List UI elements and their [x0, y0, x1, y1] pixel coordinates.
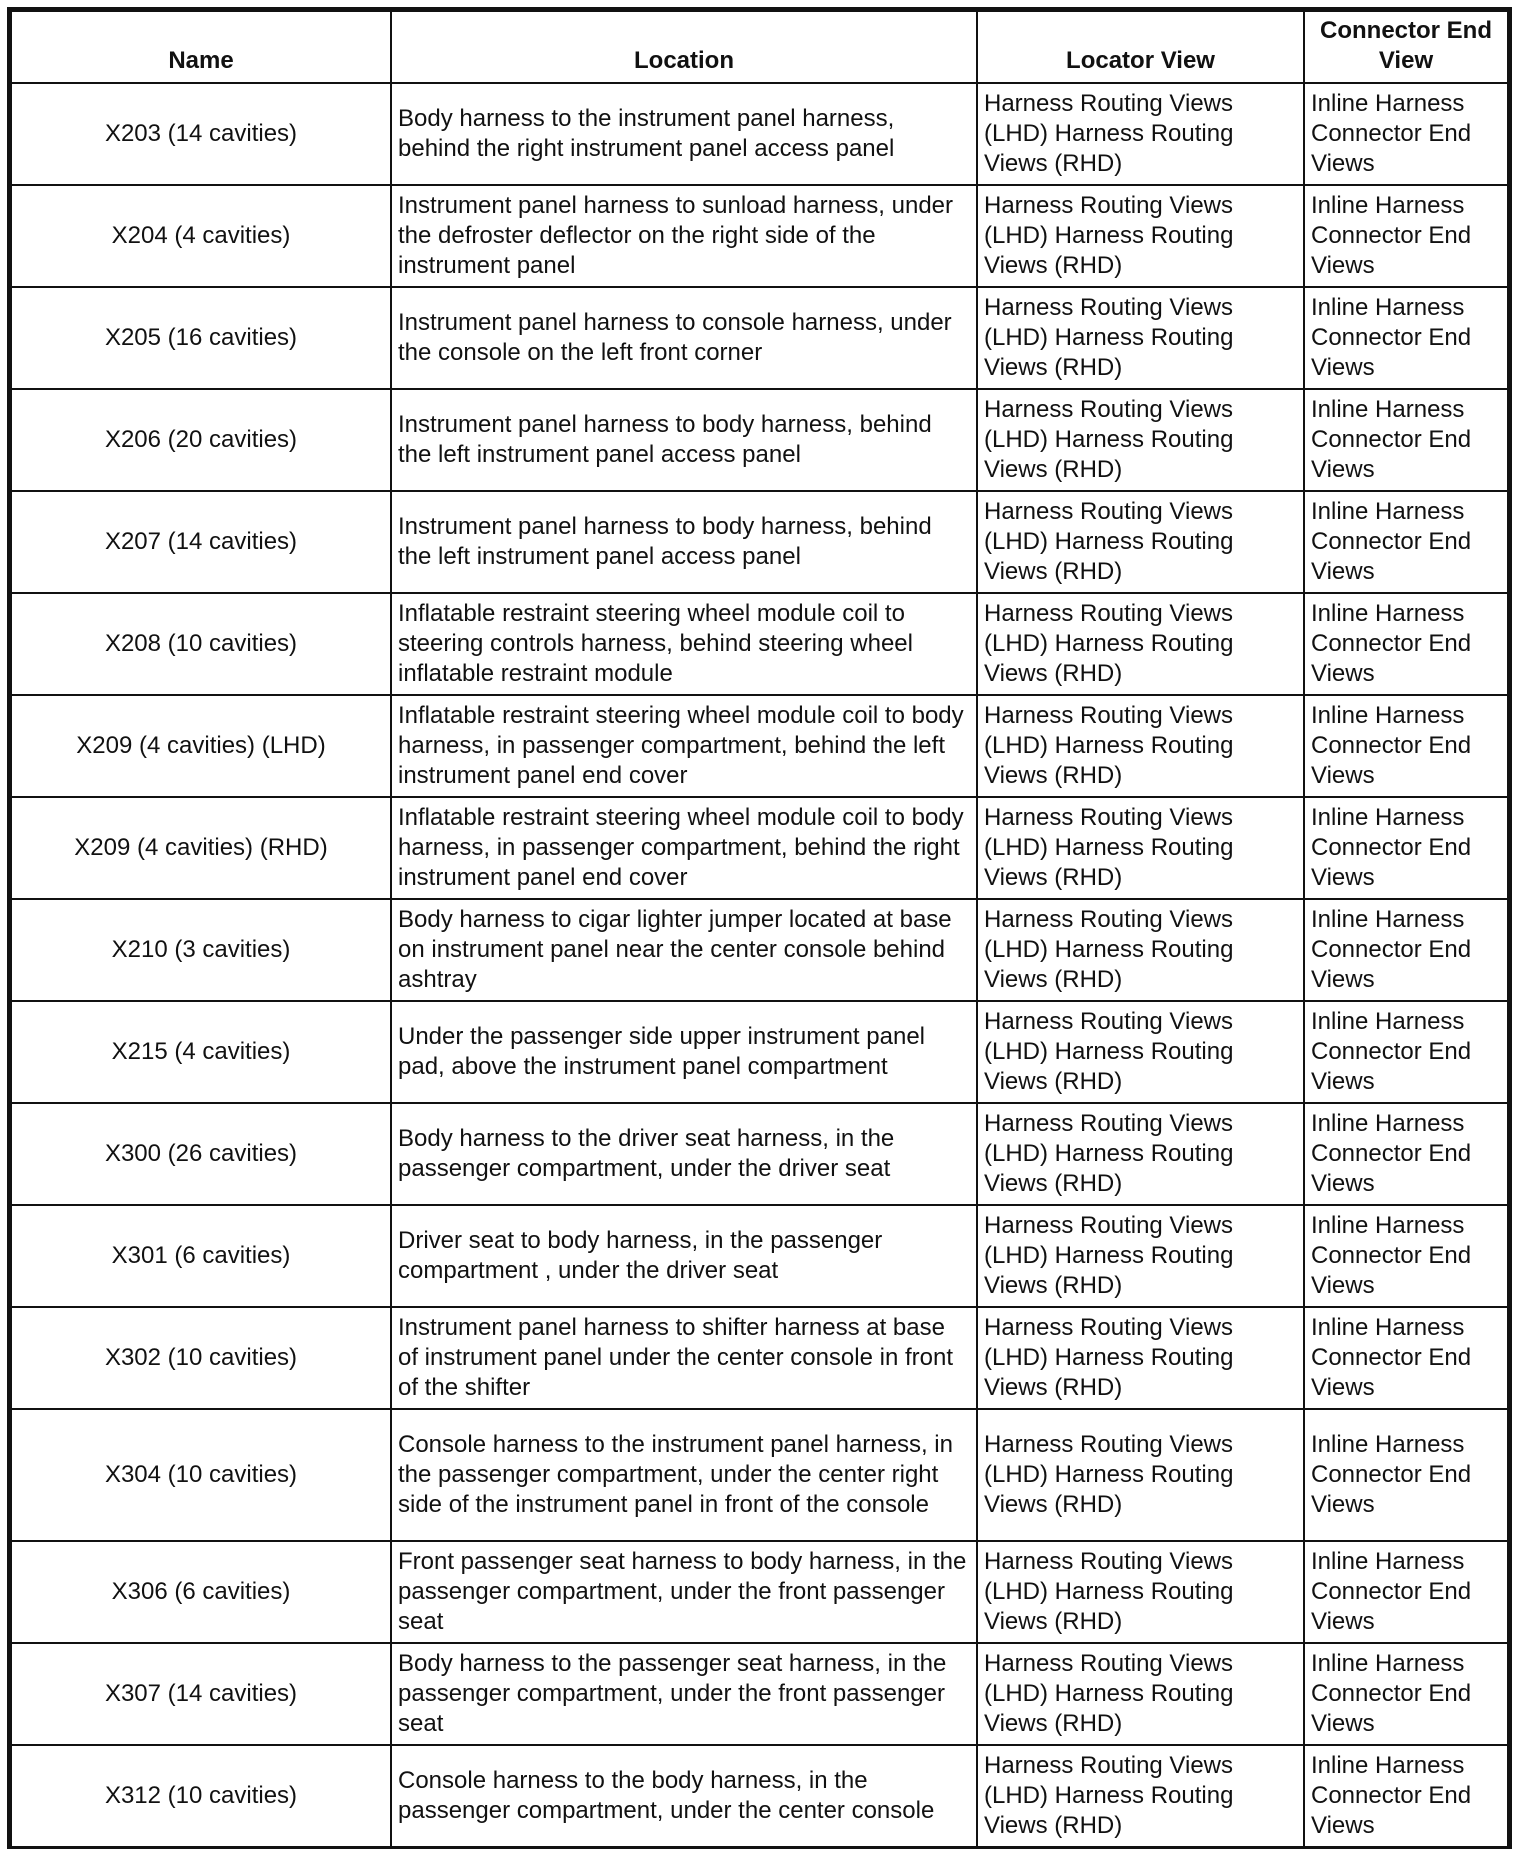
cell-connector-end-view-link[interactable]: Inline Harness Connector End Views — [1304, 287, 1508, 389]
cell-connector-end-view-link[interactable]: Inline Harness Connector End Views — [1304, 389, 1508, 491]
cell-connector-end-view-link[interactable]: Inline Harness Connector End Views — [1304, 1745, 1508, 1847]
cell-location: Body harness to cigar lighter jumper located at base on instrument panel near the center console behind ashtray — [391, 899, 977, 1001]
cell-location: Body harness to the passenger seat harness, in the passenger compartment, under the front passenger seat — [391, 1643, 977, 1745]
cell-location: Console harness to the body harness, in the passenger compartment, under the center console — [391, 1745, 977, 1847]
table-row — [11, 1103, 1508, 1205]
table-row — [11, 1205, 1508, 1307]
cell-connector-end-view-link[interactable]: Inline Harness Connector End Views — [1304, 1409, 1508, 1541]
cell-connector-end-view-link[interactable]: Inline Harness Connector End Views — [1304, 185, 1508, 287]
cell-name: X205 (16 cavities) — [11, 287, 391, 389]
table-row — [11, 797, 1508, 899]
cell-name: X300 (26 cavities) — [11, 1103, 391, 1205]
cell-name: X302 (10 cavities) — [11, 1307, 391, 1409]
table-row — [11, 593, 1508, 695]
cell-locator-view-link[interactable]: Harness Routing Views (LHD) Harness Routing Views (RHD) — [977, 1001, 1304, 1103]
cell-location: Instrument panel harness to console harness, under the console on the left front corner — [391, 287, 977, 389]
cell-name: X208 (10 cavities) — [11, 593, 391, 695]
cell-name: X312 (10 cavities) — [11, 1745, 391, 1847]
cell-name: X209 (4 cavities) (LHD) — [11, 695, 391, 797]
cell-connector-end-view-link[interactable]: Inline Harness Connector End Views — [1304, 695, 1508, 797]
cell-locator-view-link[interactable]: Harness Routing Views (LHD) Harness Routing Views (RHD) — [977, 1103, 1304, 1205]
cell-location: Instrument panel harness to body harness, behind the left instrument panel access panel — [391, 491, 977, 593]
cell-connector-end-view-link[interactable]: Inline Harness Connector End Views — [1304, 1643, 1508, 1745]
table-row — [11, 83, 1508, 185]
table-row — [11, 899, 1508, 1001]
cell-location: Inflatable restraint steering wheel module coil to body harness, in passenger compartment, behind the right instrument panel end cover — [391, 797, 977, 899]
cell-locator-view-link[interactable]: Harness Routing Views (LHD) Harness Routing Views (RHD) — [977, 593, 1304, 695]
cell-name: X207 (14 cavities) — [11, 491, 391, 593]
table-header — [11, 11, 1508, 83]
cell-connector-end-view-link[interactable]: Inline Harness Connector End Views — [1304, 1001, 1508, 1103]
cell-connector-end-view-link[interactable]: Inline Harness Connector End Views — [1304, 1103, 1508, 1205]
cell-name: X209 (4 cavities) (RHD) — [11, 797, 391, 899]
cell-locator-view-link[interactable]: Harness Routing Views (LHD) Harness Routing Views (RHD) — [977, 899, 1304, 1001]
cell-location: Console harness to the instrument panel harness, in the passenger compartment, under the center right side of the instrument panel in front of the console — [391, 1409, 977, 1541]
cell-location: Front passenger seat harness to body harness, in the passenger compartment, under the front passenger seat — [391, 1541, 977, 1643]
table-body — [11, 83, 1508, 1847]
cell-location: Instrument panel harness to sunload harness, under the defroster deflector on the right side of the instrument panel — [391, 185, 977, 287]
cell-connector-end-view-link[interactable]: Inline Harness Connector End Views — [1304, 899, 1508, 1001]
cell-connector-end-view-link[interactable]: Inline Harness Connector End Views — [1304, 1307, 1508, 1409]
table-row — [11, 185, 1508, 287]
connector-table-frame — [7, 7, 1512, 1849]
table-row — [11, 491, 1508, 593]
cell-locator-view-link[interactable]: Harness Routing Views (LHD) Harness Routing Views (RHD) — [977, 1205, 1304, 1307]
cell-locator-view-link[interactable]: Harness Routing Views (LHD) Harness Routing Views (RHD) — [977, 1307, 1304, 1409]
cell-locator-view-link[interactable]: Harness Routing Views (LHD) Harness Routing Views (RHD) — [977, 797, 1304, 899]
cell-location: Body harness to the driver seat harness, in the passenger compartment, under the driver seat — [391, 1103, 977, 1205]
header-location: Location — [391, 11, 977, 83]
cell-connector-end-view-link[interactable]: Inline Harness Connector End Views — [1304, 83, 1508, 185]
header-name: Name — [11, 11, 391, 83]
table-row — [11, 1001, 1508, 1103]
cell-name: X204 (4 cavities) — [11, 185, 391, 287]
connector-table — [10, 10, 1509, 1848]
table-row — [11, 1643, 1508, 1745]
table-row — [11, 695, 1508, 797]
cell-location: Under the passenger side upper instrument panel pad, above the instrument panel compartment — [391, 1001, 977, 1103]
cell-name: X215 (4 cavities) — [11, 1001, 391, 1103]
cell-connector-end-view-link[interactable]: Inline Harness Connector End Views — [1304, 1205, 1508, 1307]
table-row — [11, 1745, 1508, 1847]
cell-connector-end-view-link[interactable]: Inline Harness Connector End Views — [1304, 797, 1508, 899]
cell-locator-view-link[interactable]: Harness Routing Views (LHD) Harness Routing Views (RHD) — [977, 695, 1304, 797]
cell-connector-end-view-link[interactable]: Inline Harness Connector End Views — [1304, 491, 1508, 593]
cell-connector-end-view-link[interactable]: Inline Harness Connector End Views — [1304, 593, 1508, 695]
cell-locator-view-link[interactable]: Harness Routing Views (LHD) Harness Routing Views (RHD) — [977, 389, 1304, 491]
cell-location: Inflatable restraint steering wheel module coil to steering controls harness, behind steering wheel inflatable restraint module — [391, 593, 977, 695]
cell-name: X206 (20 cavities) — [11, 389, 391, 491]
header-locator-view: Locator View — [977, 11, 1304, 83]
cell-location: Body harness to the instrument panel harness, behind the right instrument panel access panel — [391, 83, 977, 185]
cell-location: Instrument panel harness to body harness, behind the left instrument panel access panel — [391, 389, 977, 491]
header-row — [11, 11, 1508, 83]
cell-locator-view-link[interactable]: Harness Routing Views (LHD) Harness Routing Views (RHD) — [977, 1541, 1304, 1643]
table-row — [11, 287, 1508, 389]
cell-name: X304 (10 cavities) — [11, 1409, 391, 1541]
cell-locator-view-link[interactable]: Harness Routing Views (LHD) Harness Routing Views (RHD) — [977, 1643, 1304, 1745]
table-row — [11, 1409, 1508, 1541]
cell-location: Driver seat to body harness, in the passenger compartment , under the driver seat — [391, 1205, 977, 1307]
cell-locator-view-link[interactable]: Harness Routing Views (LHD) Harness Routing Views (RHD) — [977, 287, 1304, 389]
cell-locator-view-link[interactable]: Harness Routing Views (LHD) Harness Routing Views (RHD) — [977, 83, 1304, 185]
cell-name: X307 (14 cavities) — [11, 1643, 391, 1745]
header-connector-end-view: Connector End View — [1304, 11, 1508, 83]
cell-locator-view-link[interactable]: Harness Routing Views (LHD) Harness Routing Views (RHD) — [977, 491, 1304, 593]
cell-name: X203 (14 cavities) — [11, 83, 391, 185]
cell-location: Instrument panel harness to shifter harness at base of instrument panel under the center console in front of the shifter — [391, 1307, 977, 1409]
cell-name: X210 (3 cavities) — [11, 899, 391, 1001]
cell-connector-end-view-link[interactable]: Inline Harness Connector End Views — [1304, 1541, 1508, 1643]
cell-name: X306 (6 cavities) — [11, 1541, 391, 1643]
cell-locator-view-link[interactable]: Harness Routing Views (LHD) Harness Routing Views (RHD) — [977, 1745, 1304, 1847]
cell-locator-view-link[interactable]: Harness Routing Views (LHD) Harness Routing Views (RHD) — [977, 185, 1304, 287]
table-row — [11, 1541, 1508, 1643]
table-row — [11, 1307, 1508, 1409]
cell-name: X301 (6 cavities) — [11, 1205, 391, 1307]
cell-location: Inflatable restraint steering wheel module coil to body harness, in passenger compartment, behind the left instrument panel end cover — [391, 695, 977, 797]
table-row — [11, 389, 1508, 491]
cell-locator-view-link[interactable]: Harness Routing Views (LHD) Harness Routing Views (RHD) — [977, 1409, 1304, 1541]
